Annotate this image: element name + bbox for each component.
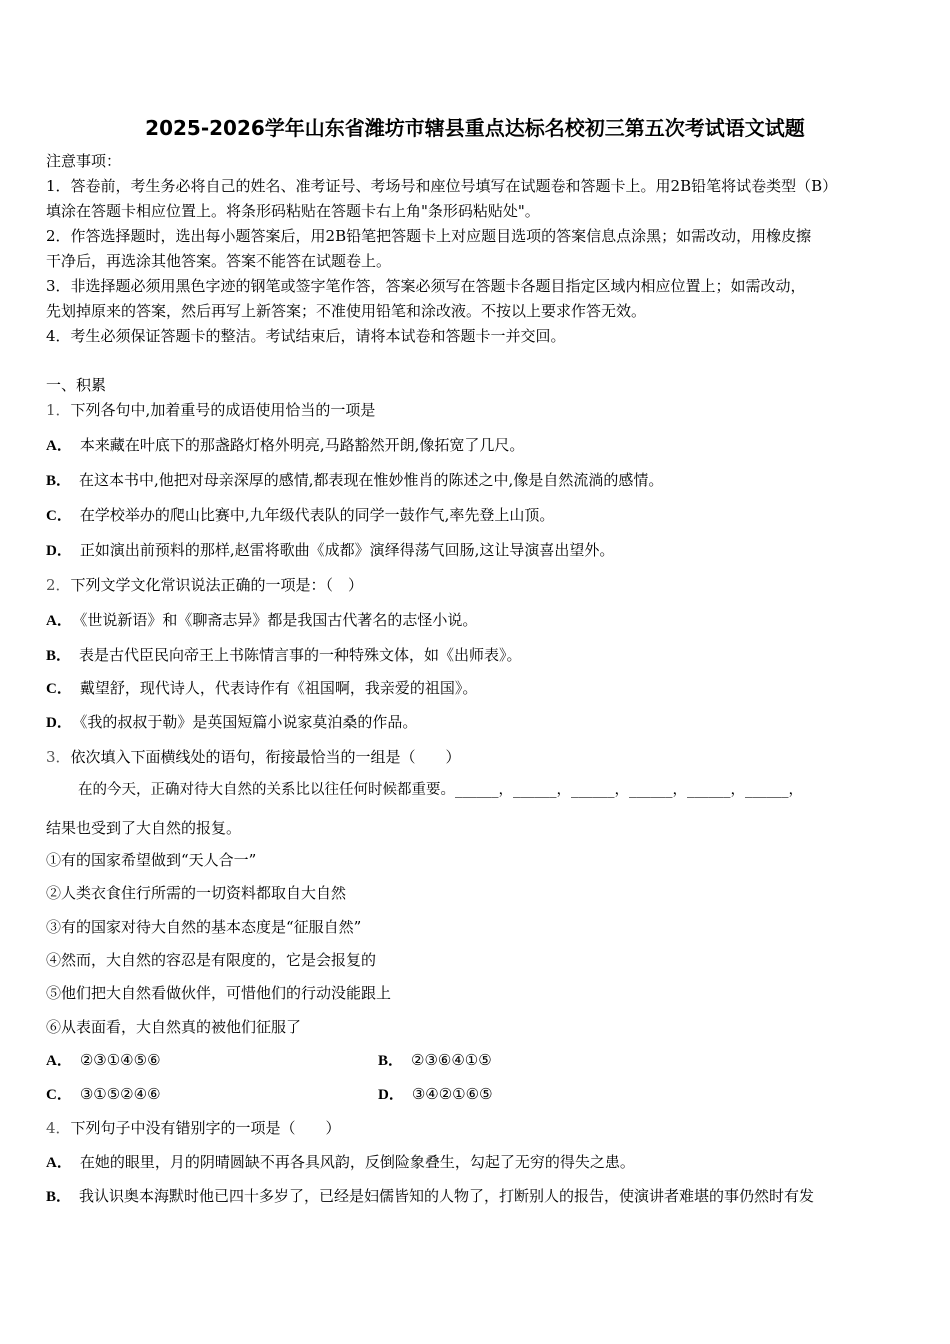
question-stem: 下列各句中,加着重号的成语使用恰当的一项是: [70, 401, 376, 419]
notice-heading: 注意事项：: [46, 152, 122, 170]
question-1: [46, 400, 375, 420]
notice-line: 3．非选择题必须用黑色字迹的钢笔或签字笔作答，答案必须写在答题卡各题目指定区域内相应位置上；如需改动，: [46, 277, 806, 295]
passage-line: 结果也受到了大自然的报复。: [46, 819, 242, 837]
question-number: 1．: [46, 401, 71, 419]
option-c: C． 在学校举办的爬山比赛中,九年级代表队的同学一鼓作气,率先登上山顶。: [46, 506, 555, 524]
question-4: 4．下列句子中没有错别字的一项是（ ）: [46, 1119, 341, 1137]
option-d: D． 《我的叔叔于勒》是英国短篇小说家莫泊桑的作品。: [46, 713, 418, 731]
notice-line: 2．作答选择题时，选出每小题答案后，用2B铅笔把答题卡上对应题目选项的答案信息点涂黑；如需改动，用橡皮擦: [46, 227, 812, 245]
section-heading: 一、积累: [46, 376, 107, 394]
list-item: ⑥从表面看，大自然真的被他们征服了: [46, 1018, 302, 1036]
notice-line: 1．答卷前，考生务必将自己的姓名、准考证号、考场号和座位号填写在试题卷和答题卡上。用2B铅笔将试卷类型（B）: [46, 177, 838, 195]
option-b: B． 表是古代臣民向帝王上书陈情言事的一种特殊文体，如《出师表》。: [46, 646, 522, 664]
notice-line: 干净后，再选涂其他答案。答案不能答在试题卷上。: [46, 252, 392, 270]
list-item: ③有的国家对待大自然的基本态度是“征服自然”: [46, 918, 362, 936]
list-item: ②人类衣食住行所需的一切资料都取自大自然: [46, 884, 347, 902]
option-a: A． ②③①④⑤⑥: [46, 1051, 161, 1069]
option-a: A． 在她的眼里，月的阴晴圆缺不再各具风韵，反倒险象叠生，勾起了无穷的得失之患。: [46, 1153, 635, 1171]
question-3: 3．依次填入下面横线处的语句，衔接最恰当的一组是（ ）: [46, 748, 461, 766]
option-b: B． 在这本书中,他把对母亲深厚的感情,都表现在惟妙惟肖的陈述之中,像是自然流淌的感情。: [46, 471, 664, 489]
list-item: ④然而，大自然的容忍是有限度的，它是会报复的: [46, 951, 377, 969]
option-c: C． 戴望舒，现代诗人，代表诗作有《祖国啊，我亲爱的祖国》。: [46, 679, 478, 697]
option-c: C． ③①⑤②④⑥: [46, 1085, 161, 1103]
option-b: B． 我认识奥本海默时他已四十多岁了，已经是妇儒皆知的人物了，打断别人的报告，使演讲者难堪的事仍然时有发: [46, 1187, 815, 1205]
option-b: B． ②③⑥④①⑤: [378, 1051, 492, 1069]
option-d: D． ③④②①⑥⑤: [378, 1085, 493, 1103]
question-2: 2．下列文学文化常识说法正确的一项是：（ ）: [46, 576, 364, 594]
list-item: ⑤他们把大自然看做伙伴，可惜他们的行动没能跟上: [46, 984, 392, 1002]
notice-line: 填涂在答题卡相应位置上。将条形码粘贴在答题卡右上角"条形码粘贴处"。: [46, 202, 540, 220]
list-item: ①有的国家希望做到“天人合一”: [46, 851, 257, 869]
option-a: A． 《世说新语》和《聊斋志异》都是我国古代著名的志怪小说。: [46, 611, 478, 629]
page-title: 2025-2026学年山东省潍坊市辖县重点达标名校初三第五次考试语文试题: [145, 116, 805, 140]
option-d: D． 正如演出前预料的那样,赵雷将歌曲《成都》演绎得荡气回肠,这让导演喜出望外。: [46, 541, 615, 559]
passage-line: 在的今天，正确对待大自然的关系比以往任何时候都重要。______，______，______，______，______，______，: [78, 782, 803, 798]
option-a: A． 本来藏在叶底下的那盏路灯格外明亮,马路豁然开朗,像拓宽了几尺。: [46, 436, 525, 454]
notice-line: 先划掉原来的答案，然后再写上新答案；不准使用铅笔和涂改液。不按以上要求作答无效。: [46, 302, 647, 320]
notice-line: 4．考生必须保证答题卡的整洁。考试结束后，请将本试卷和答题卡一并交回。: [46, 327, 566, 345]
